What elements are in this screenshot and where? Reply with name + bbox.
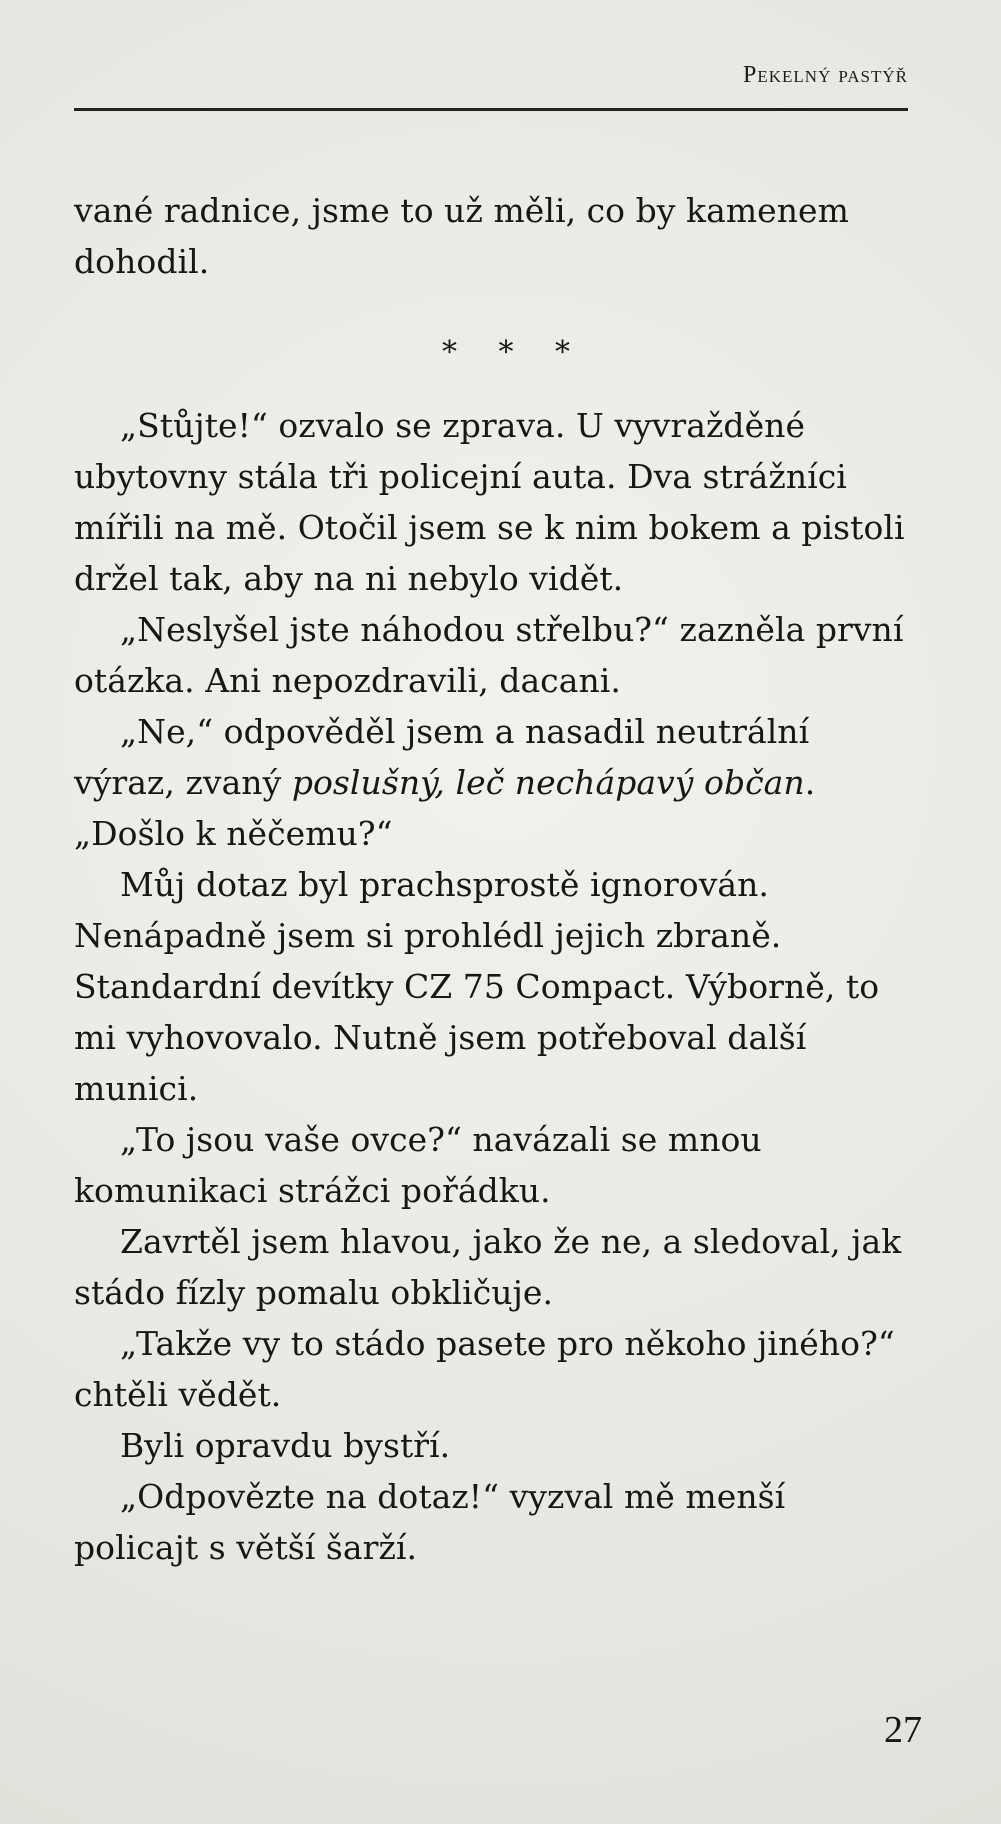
paragraph-9: „Odpovězte na dotaz!“ vyzval mě menší policajt s větší šarží. xyxy=(74,1477,786,1567)
body-text xyxy=(74,185,914,1573)
running-header: Pekelný pastýř xyxy=(743,62,908,88)
paragraph-3-end: . „Došlo k něčemu?“ xyxy=(74,763,816,853)
paragraph-7: „Takže vy to stádo pasete pro někoho jiného?“ chtěli vědět. xyxy=(74,1324,895,1414)
paragraph-5: „To jsou vaše ovce?“ navázali se mnou komunikaci strážci pořádku. xyxy=(74,1120,762,1210)
paragraph-2: „Neslyšel jste náhodou střelbu?“ zazněla první otázka. Ani nepozdravili, dacani. xyxy=(74,610,904,700)
paragraph-4: Můj dotaz byl prachsprostě ignorován. Nenápadně jsem si prohlédl jejich zbraně. Standardní devítky CZ 75 Compact. Výborně, to mi vyhovovalo. Nutně jsem potřeboval další munici. xyxy=(74,865,880,1108)
paragraph-3 xyxy=(74,706,914,859)
paragraph-3-italic: poslušný, leč nechápavý občan xyxy=(291,763,805,802)
scene-separator: * * * xyxy=(441,335,587,370)
paragraph-6: Zavrtěl jsem hlavou, jako že ne, a sledoval, jak stádo fízly pomalu obkličuje. xyxy=(74,1222,902,1312)
opening-paragraph: vané radnice, jsme to už měli, co by kamenem dohodil. xyxy=(74,191,849,281)
header-rule xyxy=(74,108,908,111)
paragraph-8: Byli opravdu bystří. xyxy=(120,1426,451,1465)
paragraph-3-start: „Ne,“ odpověděl jsem a nasadil neutrální výraz, zvaný xyxy=(74,712,810,802)
page-number: 27 xyxy=(884,1709,922,1751)
paragraph-1: „Stůjte!“ ozvalo se zprava. U vyvražděné ubytovny stála tři policejní auta. Dva strážníci mířili na mě. Otočil jsem se k nim bokem a pistoli držel tak, aby na ni nebylo vidět. xyxy=(74,406,905,598)
